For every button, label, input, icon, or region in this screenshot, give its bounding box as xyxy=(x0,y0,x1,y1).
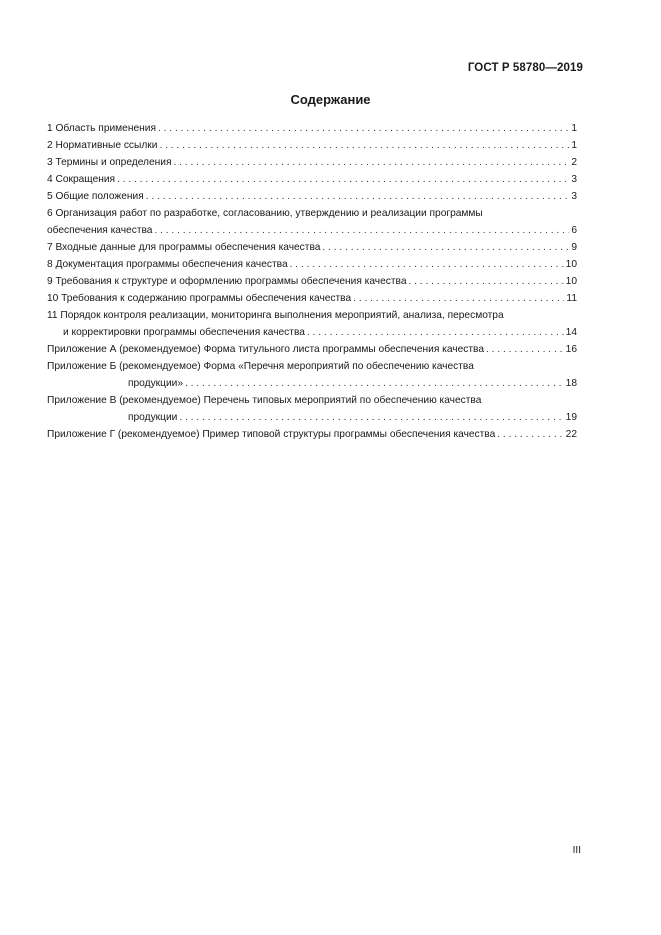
toc-entry-page: 10 xyxy=(565,259,577,270)
toc-entry[interactable] xyxy=(47,154,577,171)
toc-entry[interactable] xyxy=(47,137,577,154)
toc-entry-text: 11 Порядок контроля реализации, мониторинга выполнения мероприятий, анализа, пересмотра xyxy=(47,310,504,321)
toc-entry[interactable] xyxy=(47,426,577,443)
toc-entry-page: 3 xyxy=(571,191,577,202)
toc-entry[interactable] xyxy=(47,120,577,137)
toc-entry-page: 19 xyxy=(565,412,577,423)
toc-entry-page: 2 xyxy=(571,157,577,168)
toc-entry[interactable] xyxy=(47,188,577,205)
toc-entry-text: 7 Входные данные для программы обеспечения качества xyxy=(47,242,321,253)
toc-entry-page: 14 xyxy=(565,327,577,338)
toc-entry[interactable] xyxy=(47,256,577,273)
toc-entry-text-cont: и корректировки программы обеспечения качества xyxy=(63,327,305,338)
toc-entry-text-cont: продукции xyxy=(128,412,178,423)
toc-entry-text: 8 Документация программы обеспечения качества xyxy=(47,259,288,270)
toc-title: Содержание xyxy=(290,92,371,107)
toc-entry[interactable] xyxy=(47,239,577,256)
page-number: III xyxy=(572,845,581,856)
toc-entry[interactable] xyxy=(47,205,577,239)
toc-entry[interactable] xyxy=(47,392,577,426)
toc-entry-text: Приложение Г (рекомендуемое) Пример типовой структуры программы обеспечения качества xyxy=(47,429,496,440)
toc-entry[interactable] xyxy=(47,273,577,290)
toc-entry[interactable] xyxy=(47,290,577,307)
toc-entry-text: Приложение А (рекомендуемое) Форма титульного листа программы обеспечения качества xyxy=(47,344,485,355)
toc-entry-text: 1 Область применения xyxy=(47,123,156,134)
toc-entry-page: 1 xyxy=(571,140,577,151)
toc-entry-page: 16 xyxy=(565,344,577,355)
toc-entry[interactable] xyxy=(47,307,577,341)
toc-entry-text: 9 Требования к структуре и оформлению программы обеспечения качества xyxy=(47,276,407,287)
toc-entry-page: 18 xyxy=(565,378,577,389)
toc-entry-text: 2 Нормативные ссылки xyxy=(47,140,158,151)
toc-entry[interactable] xyxy=(47,358,577,392)
toc-entry-text: Приложение Б (рекомендуемое) Форма «Перечня мероприятий по обеспечению качества xyxy=(47,361,474,372)
toc-entry-page: 10 xyxy=(565,276,577,287)
toc-entry-page: 11 xyxy=(566,293,577,304)
toc-entry-page: 1 xyxy=(571,123,577,134)
toc-entry[interactable] xyxy=(47,341,577,358)
document-code: ГОСТ Р 58780—2019 xyxy=(467,62,583,74)
toc-entry-page: 9 xyxy=(571,242,577,253)
toc-entry-page: 6 xyxy=(571,225,577,236)
toc-entry-text-cont: обеспечения качества xyxy=(47,225,153,236)
toc-entry-text: 6 Организация работ по разработке, согласованию, утверждению и реализации программы xyxy=(47,208,483,219)
toc-entry-text-cont: продукции» xyxy=(128,378,184,389)
toc-entry-text: Приложение В (рекомендуемое) Перечень типовых мероприятий по обеспечению качества xyxy=(47,395,482,406)
toc-entry-text: 4 Сокращения xyxy=(47,174,116,185)
toc-entry-text: 3 Термины и определения xyxy=(47,157,172,168)
toc-entry-page: 3 xyxy=(571,174,577,185)
table-of-contents xyxy=(47,120,577,443)
toc-entry[interactable] xyxy=(47,171,577,188)
toc-entry-text: 5 Общие положения xyxy=(47,191,144,202)
toc-entry-text: 10 Требования к содержанию программы обеспечения качества xyxy=(47,293,352,304)
toc-entry-page: 22 xyxy=(565,429,577,440)
